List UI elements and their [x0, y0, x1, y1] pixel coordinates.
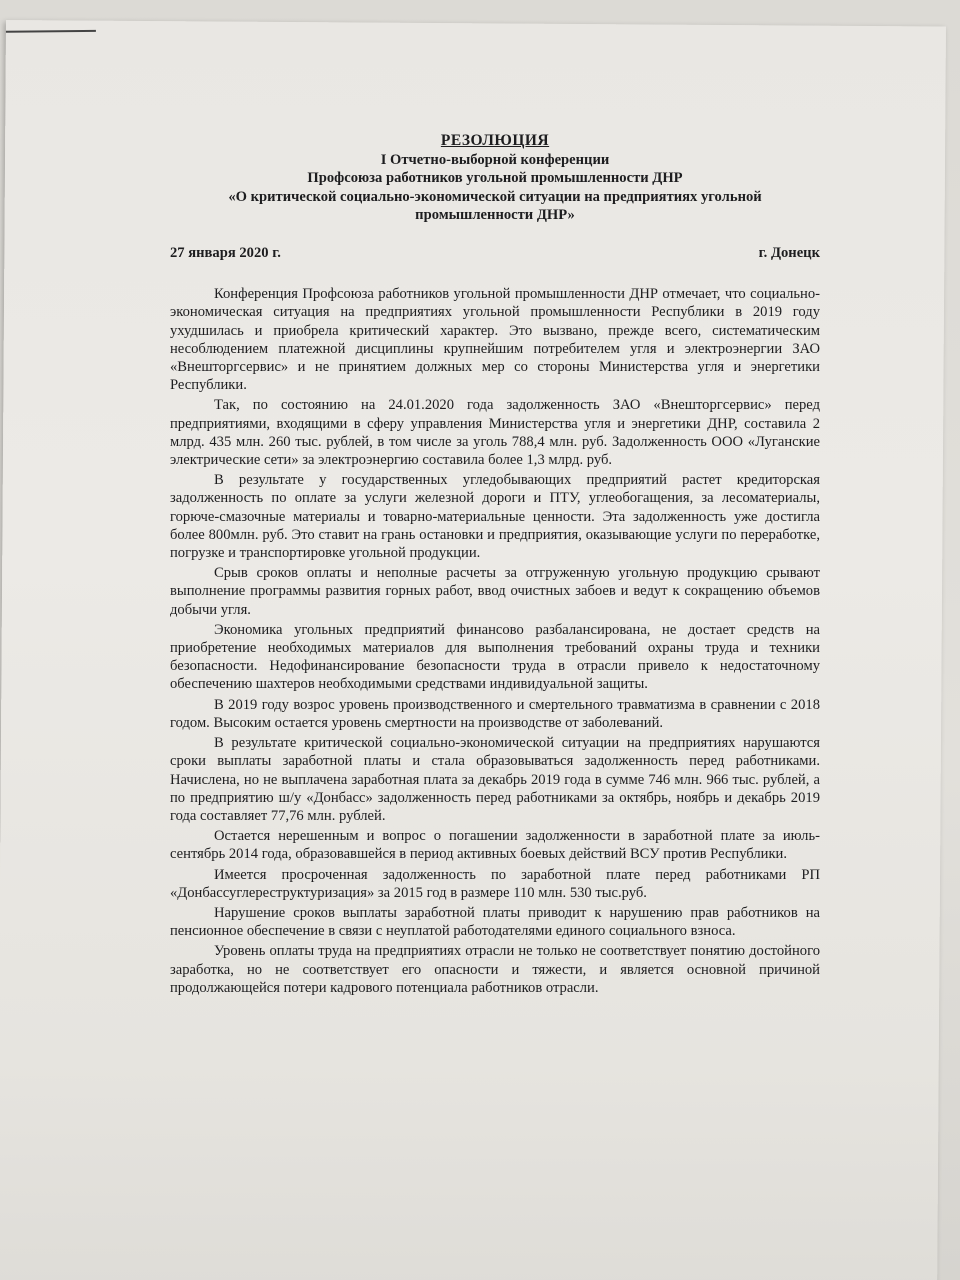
document-text — [170, 132, 820, 999]
paragraph-5: Экономика угольных предприятий финансово разбалансирована, не достает средств на приобретение необходимых материалов для выполнения требований охраны труда и техники безопасности. Недофинансирование безопасности труда в отрасли привело к недостаточному обеспечению шахтеров необходимыми средствами индивидуальной защиты. — [170, 621, 820, 693]
paragraph-11: Уровень оплаты труда на предприятиях отрасли не только не соответствует понятию достойного заработка, но не соответствует его опасности и тяжести, и является основной причиной продолжающейся потери кадрового потенциала работников отрасли. — [170, 943, 820, 996]
paragraph-8: Остается нерешенным и вопрос о погашении задолженности в заработной плате за июль-сентябрь 2014 года, образовавшейся в период активных боевых действий ВСУ против Республики. — [170, 828, 820, 863]
subtitle-line-4: промышленности ДНР» — [415, 206, 575, 223]
document-date: 27 января 2020 г. — [170, 245, 281, 262]
paragraph-7: В результате критической социально-экономической ситуации на предприятиях нарушаются сроки выплаты заработной платы и стала образовываться задолженность перед работниками. Начислена, но не выплачена заработная плата за декабрь 2019 года в сумме 746 млн. 966 тыс. рублей, а по предприятию ш/у «Донбасс» задолженность перед работниками за октябрь, ноябрь и декабрь 2019 года составляет 77,76 млн. рублей. — [170, 735, 820, 824]
document-city: г. Донецк — [758, 245, 820, 262]
paragraph-1: Конференция Профсоюза работников угольной промышленности ДНР отмечает, что социально-экономическая ситуация на предприятиях угольной промышленности Республики в 2019 году ухудшилась и приобрела критический характер. Это вызвано, прежде всего, систематическим несоблюдением платежной дисциплины крупнейшим потребителем угля и электроэнергии ЗАО «Внешторгсервис» и не принятием должных мер со стороны Министерства угля и энергетики Республики. — [170, 286, 820, 394]
paragraph-6: В 2019 году возрос уровень производственного и смертельного травматизма в сравнении с 2018 годом. Высоким остается уровень смертности на производстве от заболеваний. — [170, 696, 820, 731]
subtitle-line-1: I Отчетно-выборной конференции — [380, 152, 610, 169]
paragraph-9: Имеется просроченная задолженность по заработной плате перед работниками РП «Донбассуглереструктуризация» за 2015 год в размере 110 млн. 530 тыс.руб. — [170, 866, 820, 901]
subtitle-line-2: Профсоюза работников угольной промышленности ДНР — [307, 170, 683, 187]
paragraph-10: Нарушение сроков выплаты заработной платы приводит к нарушению прав работников на пенсионное обеспечение в связи с неуплатой работодателями единого социального взноса. — [170, 904, 820, 940]
document-title: РЕЗОЛЮЦИЯ — [440, 132, 550, 149]
paragraph-3: В результате у государственных угледобывающих предприятий растет кредиторская задолженность по оплате за услуги железной дороги и ПТУ, углеобогащения, за лесоматериалы, горюче-смазочные материалы и товарно-материальные ценности. Эта задолженность уже достигла более 800млн. руб. Это ставит на грань остановки и предприятия, оказывающие услуги по переработке, погрузке и транспортировке угольной продукции. — [170, 472, 820, 562]
date-location-row — [170, 244, 820, 262]
paragraph-2: Так, по состоянию на 24.01.2020 года задолженность ЗАО «Внешторгсервис» перед предприятиями, входящими в сферу управления Министерства угля и энергетики ДНР, составила 2 млрд. 435 млн. 260 тыс. рублей, в том числе за уголь 788,4 млн. руб. Задолженность ООО «Луганские электрические сети» за электроэнергию составила более 1,3 млрд. руб. — [170, 397, 820, 469]
page-edge-line — [6, 30, 96, 33]
paragraph-4: Срыв сроков оплаты и неполные расчеты за отгруженную угольную продукцию срывают выполнение программы развития горных работ, ввод очистных забоев и ведут к сокращению объемов добычи угля. — [170, 565, 820, 618]
subtitle-line-3: «О критической социально-экономической ситуации на предприятиях угольной — [228, 188, 762, 205]
